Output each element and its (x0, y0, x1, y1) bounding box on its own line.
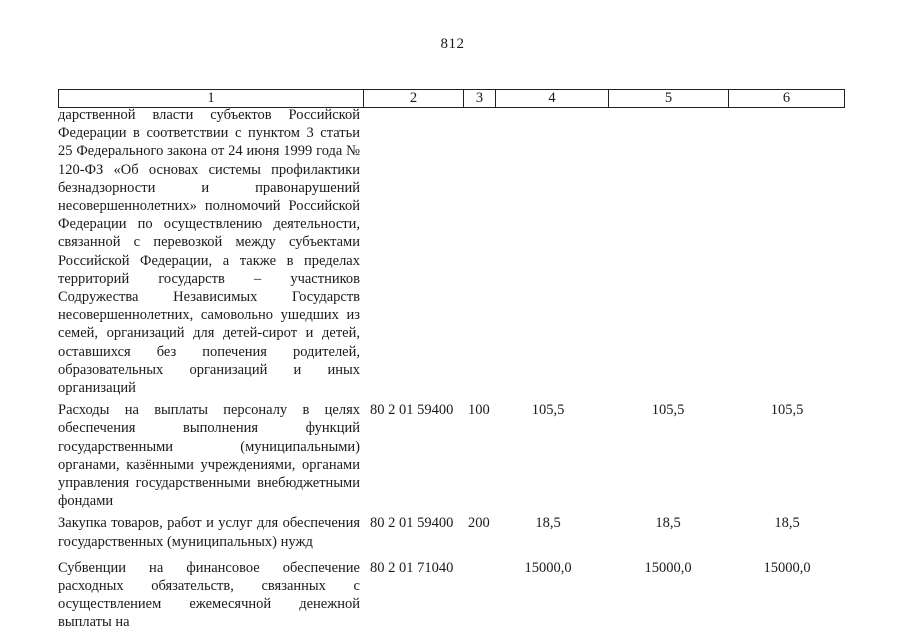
row-value-col4: 18,5 (535, 515, 561, 532)
row-value-col5: 105,5 (651, 402, 685, 419)
row-description: Закупка товаров, работ и услуг для обеспечения государственных (муниципальных) нужд (58, 515, 360, 550)
page-number: 812 (440, 36, 465, 52)
column-number-1: 1 (59, 90, 364, 108)
table-row (58, 559, 844, 632)
row-description: Субвенции на финансовое обеспечение расходных обязательств, связанных с осуществлением ежемесячной денежной выплаты на (58, 559, 360, 631)
row-value-col6: 105,5 (770, 402, 804, 419)
row-description: дарственной власти субъектов Российской Федерации в соответствии с пунктом 3 статьи 25 Федерального закона от 24 июня 1999 года № 120-ФЗ «Об основах системы профилактики безнадзорности и правонарушений несовершеннолетних» полномочий Российской Федерации по осуществлению деятельности, связанной с перевозкой между субъектами Российской Федерации, а также в пределах территорий государств – участников Содружества Независимых Государств несовершеннолетних, самовольно ушедших из семей, организаций для детей-сирот и детей, оставшихся без попечения родителей, образовательных организаций и иных организаций (58, 107, 360, 397)
row-code: 80 2 01 71040 (370, 559, 454, 576)
column-number-6: 6 (729, 90, 845, 108)
column-number-2: 2 (364, 90, 464, 108)
row-value-col4: 105,5 (531, 402, 565, 419)
table-row (58, 401, 844, 510)
column-number-4: 4 (496, 90, 609, 108)
table-row (58, 106, 844, 397)
row-value-col5: 18,5 (655, 515, 681, 532)
row-value-col4: 15000,0 (524, 559, 572, 576)
row-value-col6: 15000,0 (763, 559, 811, 576)
row-code: 80 2 01 59400 (370, 402, 454, 419)
row-expense-type: 100 (468, 402, 490, 419)
row-description: Расходы на выплаты персоналу в целях обеспечения выполнения функций государственными (муниципальными) органами, казёнными учреждениями, органами управления государственными внебюджетными фондами (58, 402, 360, 510)
column-number-5: 5 (609, 90, 729, 108)
row-code: 80 2 01 59400 (370, 515, 454, 532)
row-value-col6: 18,5 (774, 515, 800, 532)
row-value-col5: 15000,0 (644, 559, 692, 576)
column-numbers-row (59, 90, 845, 108)
table-row (58, 514, 844, 550)
row-expense-type: 200 (468, 515, 490, 532)
table-body (58, 106, 844, 632)
column-number-3: 3 (464, 90, 496, 108)
